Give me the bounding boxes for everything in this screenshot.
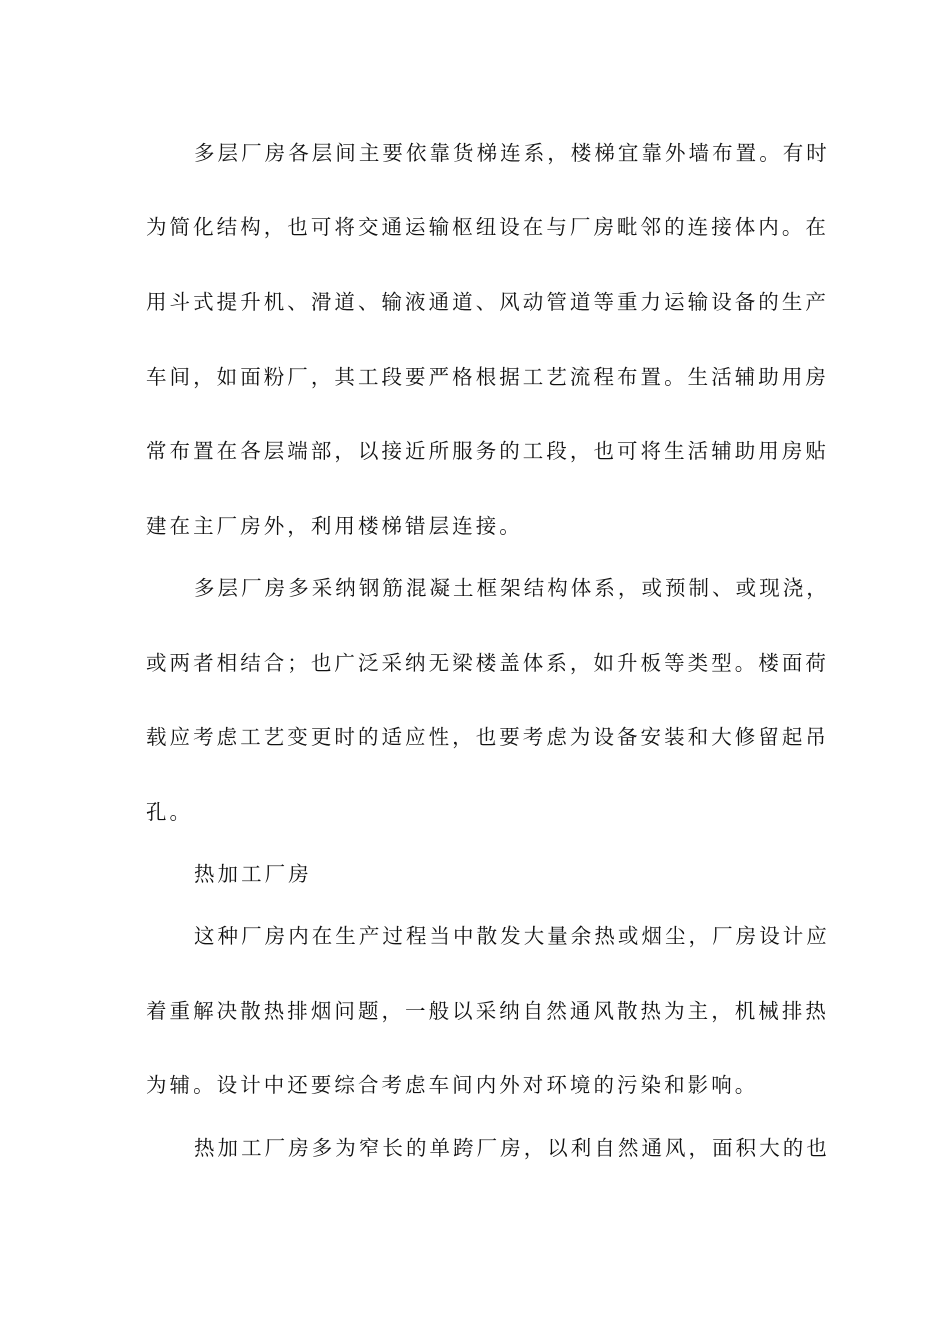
paragraph-3-line-3: 为辅。设计中还要综合考虑车间内外对环境的污染和影响。 — [146, 1073, 759, 1097]
paragraph-4-line-1: 热加工厂房多为窄长的单跨厂房，以利自然通风，面积大的也 — [194, 1136, 830, 1160]
paragraph-2-line-2: 或两者相结合；也广泛采纳无梁楼盖体系，如升板等类型。楼面荷 — [146, 651, 829, 675]
paragraph-2-line-3: 载应考虑工艺变更时的适应性，也要考虑为设备安装和大修留起吊 — [146, 725, 829, 749]
paragraph-1-line-1: 多层厂房各层间主要依靠货梯连系，楼梯宜靠外墙布置。有时 — [194, 141, 830, 165]
section-heading: 热加工厂房 — [194, 862, 312, 886]
paragraph-1-line-2: 为简化结构，也可将交通运输枢纽设在与厂房毗邻的连接体内。在 — [146, 215, 829, 239]
paragraph-3-line-1: 这种厂房内在生产过程当中散发大量余热或烟尘，厂房设计应 — [194, 924, 830, 948]
paragraph-1-line-4: 车间，如面粉厂，其工段要严格根据工艺流程布置。生活辅助用房 — [146, 365, 829, 389]
paragraph-3-line-2: 着重解决散热排烟问题，一般以采纳自然通风散热为主，机械排热 — [146, 999, 829, 1023]
paragraph-2-line-4: 孔。 — [146, 800, 194, 824]
paragraph-1-line-6: 建在主厂房外，利用楼梯错层连接。 — [146, 514, 523, 538]
paragraph-2-line-1: 多层厂房多采纳钢筋混凝土框架结构体系，或预制、或现浇， — [194, 576, 830, 600]
paragraph-1-line-5: 常布置在各层端部，以接近所服务的工段，也可将生活辅助用房贴 — [146, 439, 829, 463]
paragraph-1-line-3: 用斗式提升机、滑道、输液通道、风动管道等重力运输设备的生产 — [146, 290, 829, 314]
